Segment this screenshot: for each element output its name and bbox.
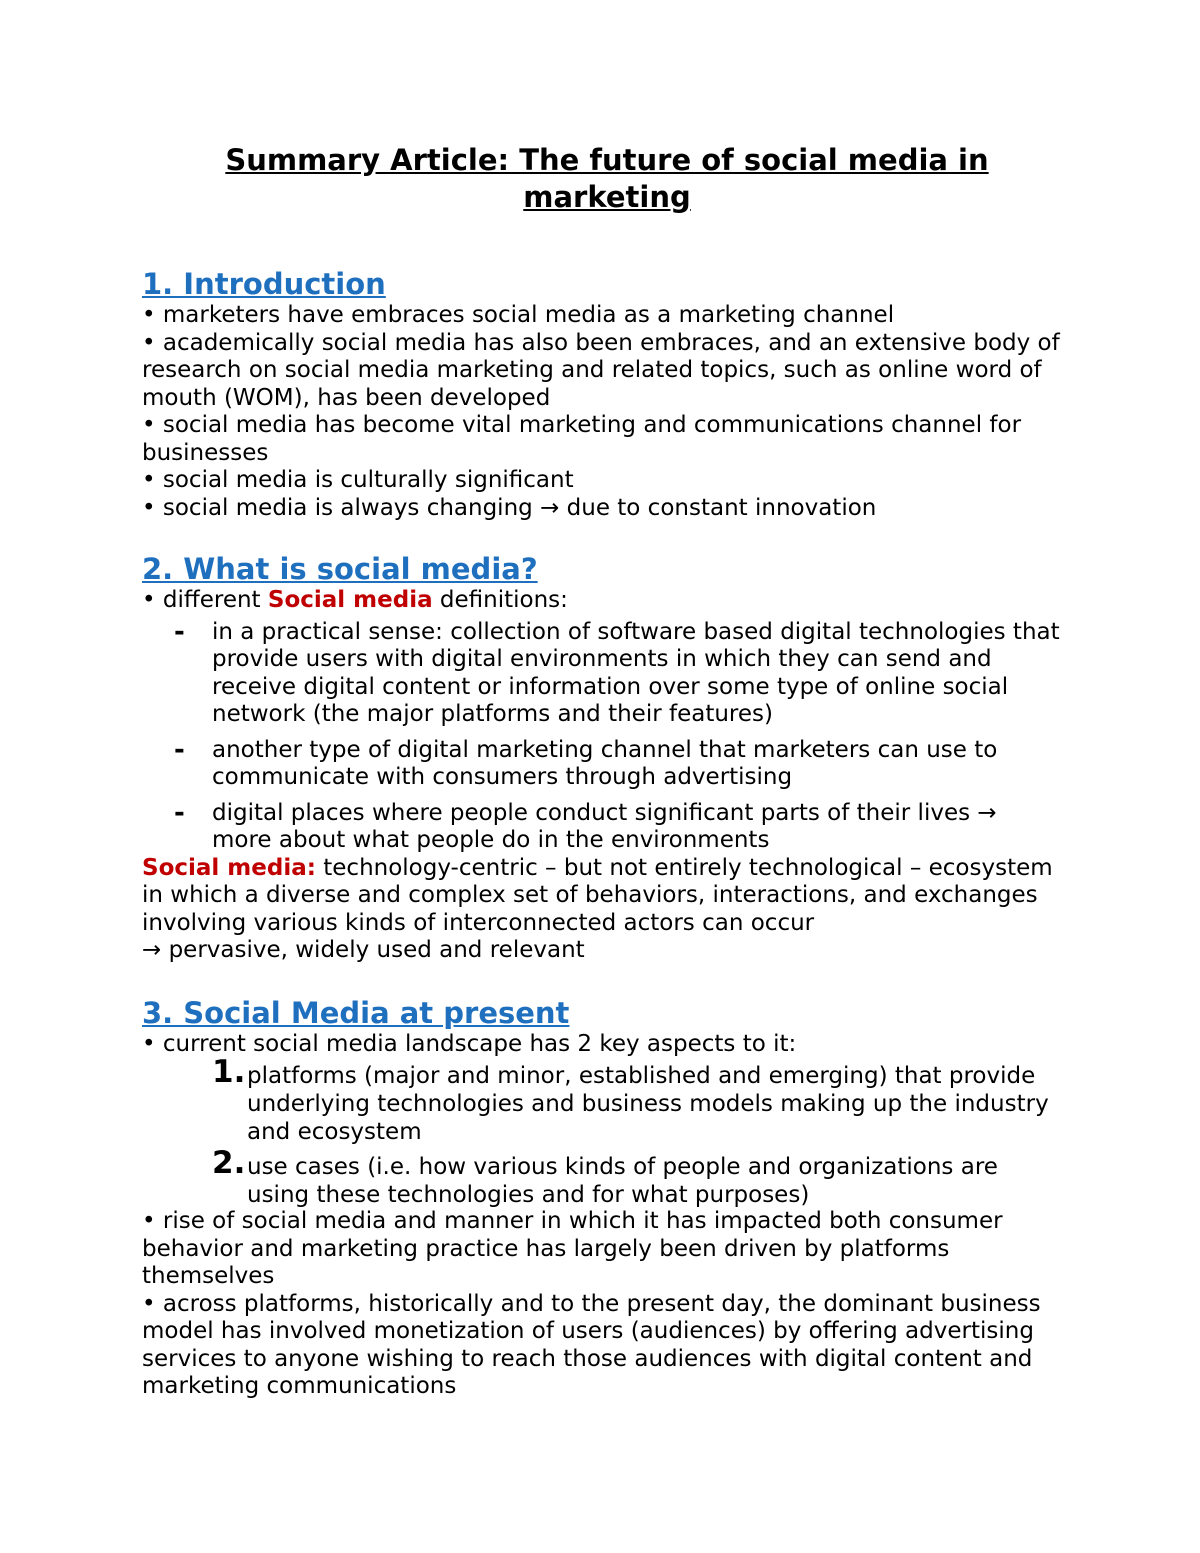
intro-suffix: definitions: — [432, 587, 568, 613]
definition-text: digital places where people conduct significant parts of their lives → more about what people do in the environments — [212, 799, 997, 853]
summary-text: technology-centric – but not entirely technological – ecosystem in which a diverse and complex set of behaviors, interactions, and exchanges involving various kinds of interconnected actors can occur — [142, 854, 1053, 936]
summary-term: Social media: — [142, 854, 316, 881]
list-number: 2. — [212, 1145, 246, 1181]
list-item — [142, 1054, 1062, 1146]
list-item — [142, 797, 1062, 855]
dash-bullet-icon: - — [174, 797, 185, 828]
list-item — [142, 1145, 1062, 1209]
intro-prefix: • different — [142, 587, 268, 613]
numbered-list — [142, 1054, 1062, 1209]
list-text: platforms (major and minor, established and emerging) that provide underlying technologies and business models making up the industry and ecosystem — [247, 1063, 1049, 1145]
section-heading: 2. What is social media? — [142, 552, 538, 586]
dash-bullet-icon: - — [174, 616, 185, 647]
summary-arrow-line: → pervasive, widely used and relevant — [142, 937, 585, 963]
list-text: use cases (i.e. how various kinds of people and organizations are using these technologies and for what purposes) — [247, 1154, 998, 1208]
bullet-item: • social media has become vital marketing and communications channel for businesses — [142, 412, 1022, 466]
section-introduction — [142, 266, 1062, 522]
bullet-item: • rise of social media and manner in which it has impacted both consumer behavior and marketing practice has largely been driven by platforms themselves — [142, 1208, 1003, 1289]
bullet-item: • marketers have embraces social media as a marketing channel — [142, 302, 895, 328]
definitions-intro — [142, 587, 1062, 615]
list-item — [142, 734, 1062, 792]
definition-text: in a practical sense: collection of software based digital technologies that provide users with digital environments in which they can send and receive digital content or information over some type of online social network (the major platforms and their features) — [212, 618, 1060, 727]
bullet-item: • across platforms, historically and to the present day, the dominant business model has involved monetization of users (audiences) by offering advertising services to anyone wishing to reach those audiences with digital content and marketing communications — [142, 1290, 1041, 1399]
bullet-item: • current social media landscape has 2 key aspects to it: — [142, 1030, 797, 1057]
bullet-item: • social media is always changing → due to constant innovation — [142, 494, 877, 521]
section-social-media-at-present — [142, 995, 1062, 1401]
list-item — [142, 616, 1062, 729]
bullet-item: • academically social media has also been embraces, and an extensive body of research on social media marketing and related topics, such as online word of mouth (WOM), has been developed — [142, 329, 1060, 411]
section-what-is-social-media — [142, 551, 1062, 965]
list-number: 1. — [212, 1054, 246, 1090]
definitions-list — [142, 616, 1062, 855]
section-heading: 1. Introduction — [142, 267, 386, 301]
bullet-item: • social media is culturally significant — [142, 467, 574, 493]
section-heading: 3. Social Media at present — [142, 995, 570, 1030]
dash-bullet-icon: - — [174, 734, 185, 765]
summary-paragraph — [142, 855, 1062, 938]
definition-text: another type of digital marketing channel that marketers can use to communicate with consumers through advertising — [212, 736, 998, 790]
document-title: Summary Article: The future of social media in marketing — [225, 143, 989, 214]
document-page — [142, 142, 1062, 1401]
social-media-term: Social media — [267, 587, 433, 613]
